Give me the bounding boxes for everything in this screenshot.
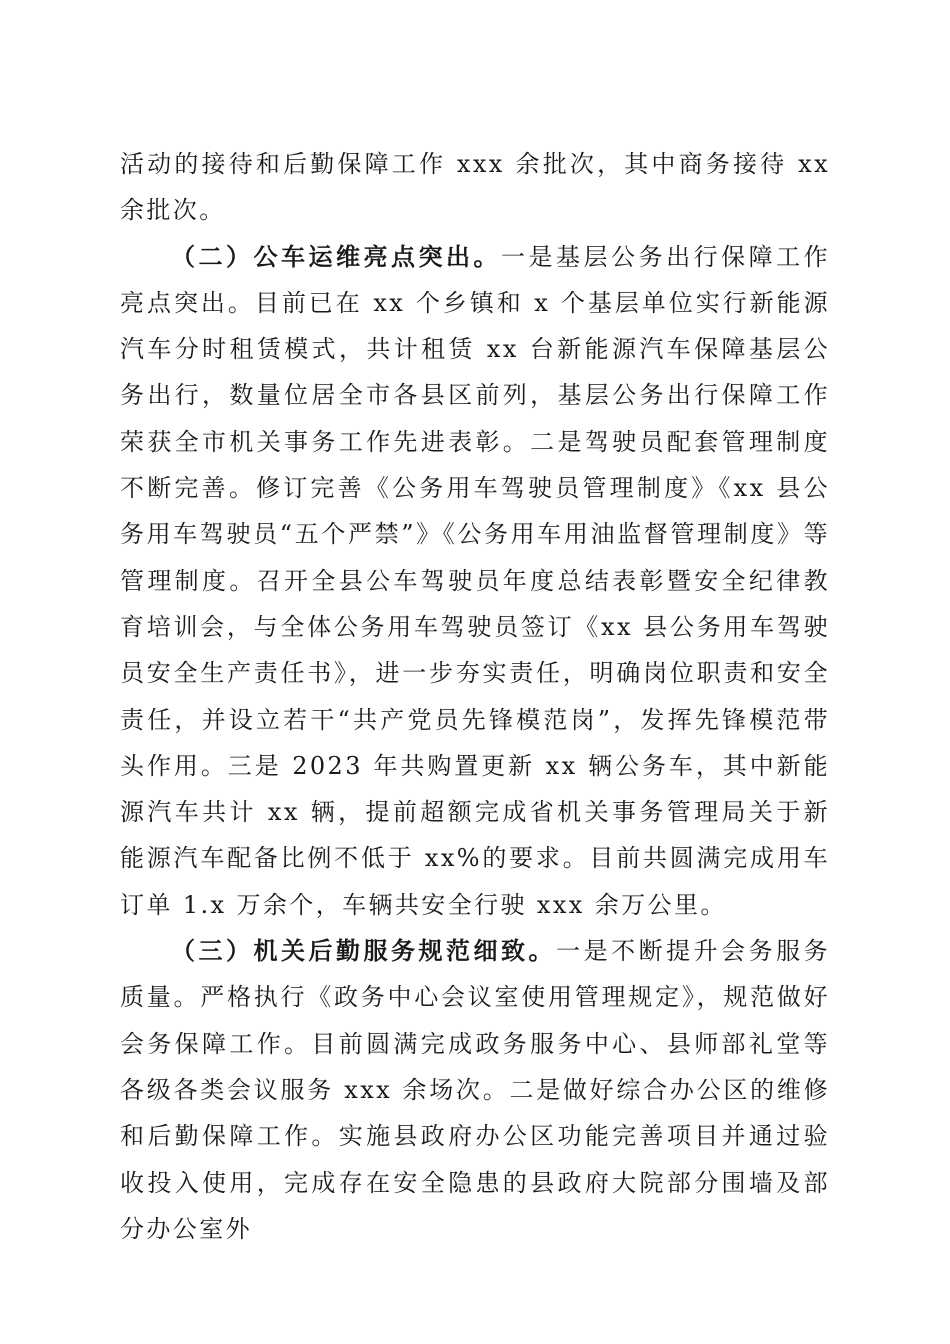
paragraph-continuation	[120, 141, 830, 234]
paragraph-official-vehicles	[120, 234, 830, 928]
paragraph-text: 一是基层公务出行保障工作亮点突出。目前已在 xx 个乡镇和 x 个基层单位实行新能源汽车分时租赁模式，共计租赁 xx 台新能源汽车保障基层公务出行，数量位居全市各县区前列，基层公务出行保障工作荣获全市机关事务工作先进表彰。二是驾驶员配套管理制度不断完善。修订完善《公务用车驾驶员管理制度》《xx 县公务用车驾驶员“五个严禁”》《公务用车用油监督管理制度》等管理制度。召开全县公车驾驶员年度总结表彰暨安全纪律教育培训会，与全体公务用车驾驶员签订《xx 县公务用车驾驶员安全生产责任书》，进一步夯实责任，明确岗位职责和安全责任，并设立若干“共产党员先锋模范岗”，发挥先锋模范带头作用。三是 2023 年共购置更新 xx 辆公务车，其中新能源汽车共计 xx 辆，提前超额完成省机关事务管理局关于新能源汽车配备比例不低于 xx%的要求。目前共圆满完成用车订单 1.x 万余个，车辆共安全行驶 xxx 余万公里。	[120, 242, 830, 919]
section-heading: （二）公车运维亮点突出。	[171, 241, 502, 271]
section-heading: （三）机关后勤服务规范细致。	[171, 936, 557, 966]
paragraph-text: 一是不断提升会务服务质量。严格执行《政务中心会议室使用管理规定》，规范做好会务保障工作。目前圆满完成政务服务中心、县师部礼堂等各级各类会议服务 xxx 余场次。二是做好综合办公区的维修和后勤保障工作。实施县政府办公区功能完善项目并通过验收投入使用，完成存在安全隐患的县政府大院部分围墙及部分办公室外	[120, 937, 830, 1243]
paragraph-text: 活动的接待和后勤保障工作 xxx 余批次，其中商务接待 xx 余批次。	[120, 150, 830, 225]
document-body	[120, 141, 830, 1252]
paragraph-logistics-services	[120, 928, 830, 1252]
